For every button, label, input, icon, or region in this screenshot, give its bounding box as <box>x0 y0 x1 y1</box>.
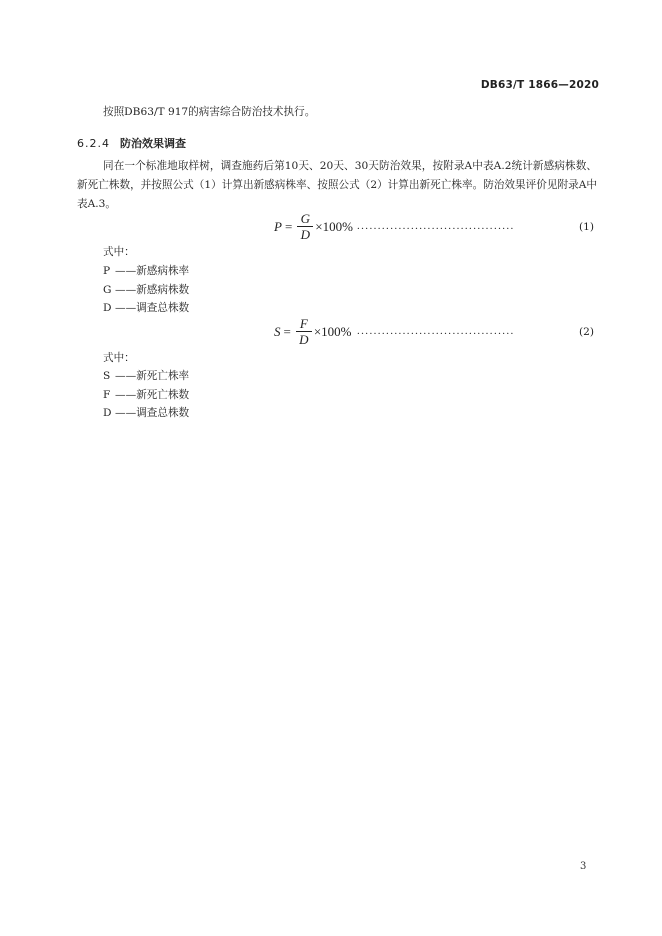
formula-1-lhs: P <box>274 218 282 234</box>
where-2-label: 式中： <box>103 352 135 364</box>
formula-1 <box>274 211 353 242</box>
formula-2-leader: ...................................... <box>357 325 515 337</box>
definition-row: D ——调查总株数 <box>103 302 190 314</box>
formula-1-equals: = <box>284 218 293 234</box>
where-1-label: 式中： <box>103 246 135 258</box>
formula-2-times: ×100% <box>313 323 352 339</box>
intro-paragraph: 按照DB63/T 917的病害综合防治技术执行。 <box>103 106 316 118</box>
standard-code-header: DB63/T 1866—2020 <box>480 79 599 91</box>
definition-row: P ——新感病株率 <box>103 265 190 277</box>
formula-2-number: (2) <box>579 326 595 338</box>
formula-2-denominator: D <box>299 332 309 347</box>
section-number: 6.2.4 <box>77 137 110 150</box>
formula-2-numerator: F <box>299 316 308 331</box>
formula-2-fraction <box>296 316 312 347</box>
page-number: 3 <box>580 861 587 872</box>
definition-row: F ——新死亡株数 <box>103 388 190 401</box>
definition-row: G ——新感病株数 <box>103 283 190 296</box>
formula-1-fraction <box>297 211 313 242</box>
section-body-paragraph: 同在一个标准地取样树，调查施药后第10天、20天、30天防治效果，按附录A中表A.2统计新感病株数、新死亡株数，并按照公式（1）计算出新感病株率、按照公式（2）计算出新死亡株率。防治效果评价见附录A中表A.3。 <box>77 160 597 210</box>
formula-1-times: ×100% <box>315 218 353 234</box>
formula-2-lhs: S <box>274 323 281 339</box>
where-1-definitions <box>103 262 189 318</box>
definition-row: S ——新死亡株率 <box>103 370 190 382</box>
formula-2-equals: = <box>283 323 291 339</box>
section-heading <box>77 135 186 151</box>
formula-1-denominator: D <box>300 227 310 242</box>
section-title: 防治效果调查 <box>120 137 186 150</box>
definition-row: D ——调查总株数 <box>103 407 190 419</box>
formula-1-leader: ...................................... <box>357 220 515 232</box>
formula-1-numerator: G <box>300 211 310 226</box>
formula-2 <box>274 316 352 347</box>
where-2-definitions <box>103 367 189 423</box>
formula-1-number: (1) <box>579 221 595 233</box>
